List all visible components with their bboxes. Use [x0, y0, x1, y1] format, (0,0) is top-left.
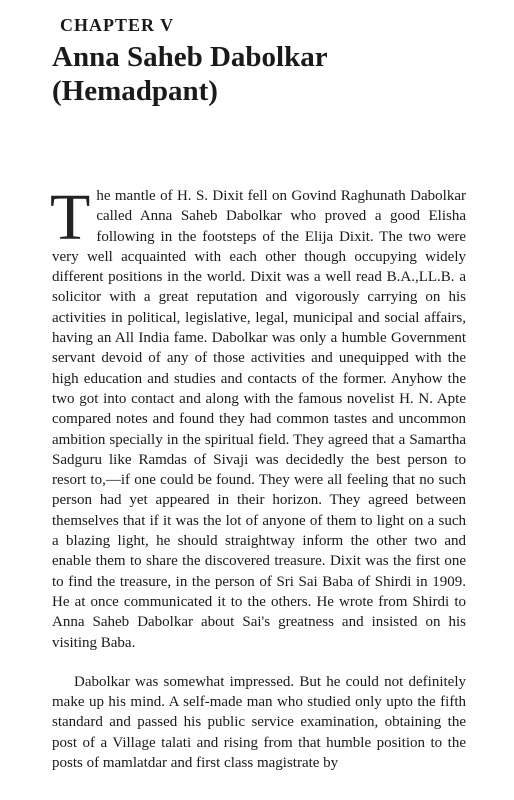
chapter-label: CHAPTER V	[60, 15, 175, 35]
chapter-title-line-2: (Hemadpant)	[52, 75, 218, 107]
paragraph-1-text: he mantle of H. S. Dixit fell on Govind Raghunath Dabolkar called Anna Saheb Dabolkar who proved a good Elisha following in the footsteps of the Elija Dixit. The two were very well acquainted with each other though occupying widely different positions in the world. Dixit was a well read B.A.,LL.B. a solicitor with a great reputation and vigorously carrying on his activities in political, legislative, legal, municipal and social affairs, having an All India fame. Dabolkar was only a humble Government servant devoid of any of those activities and unequipped with the high education and studies and contacts of the former. Anyhow the two got into contact and along with the famous novelist H. N. Apte compared notes and found they had common tastes and uncommon ambition specially in the spiritual field. They agreed that a Samartha Sadguru like Ramdas of Sivaji was decidedly the best person to resort to,—if one could be found. They were all feeling that no such person had yet appeared in their horizon. They agreed between themselves that if it was the lot of anyone of them to light on a such a blazing light, he should straightway inform the other two and enable them to share the discovered treasure. Dixit was the first one to find the treasure, in the person of Sri Sai Baba of Shirdi in 1909. He at once communicated it to the others. He wrote from Shirdi to Anna Saheb Dabolkar about Sai's greatness and insisted on his visiting Baba.	[52, 188, 466, 651]
chapter-title-line-1: Anna Saheb Dabolkar	[52, 41, 328, 73]
drop-cap: T	[50, 181, 91, 254]
paragraph-1	[50, 181, 466, 653]
paragraph-2: Dabolkar was somewhat impressed. But he could not definitely make up his mind. A self-made man who studied only upto the fifth standard and passed his public service examination, obtaining the post of a Village talati and rising from that humble position to the posts of mamlatdar and first class magistrate by	[52, 673, 466, 772]
chapter-title	[52, 40, 482, 108]
chapter-body	[50, 181, 466, 773]
